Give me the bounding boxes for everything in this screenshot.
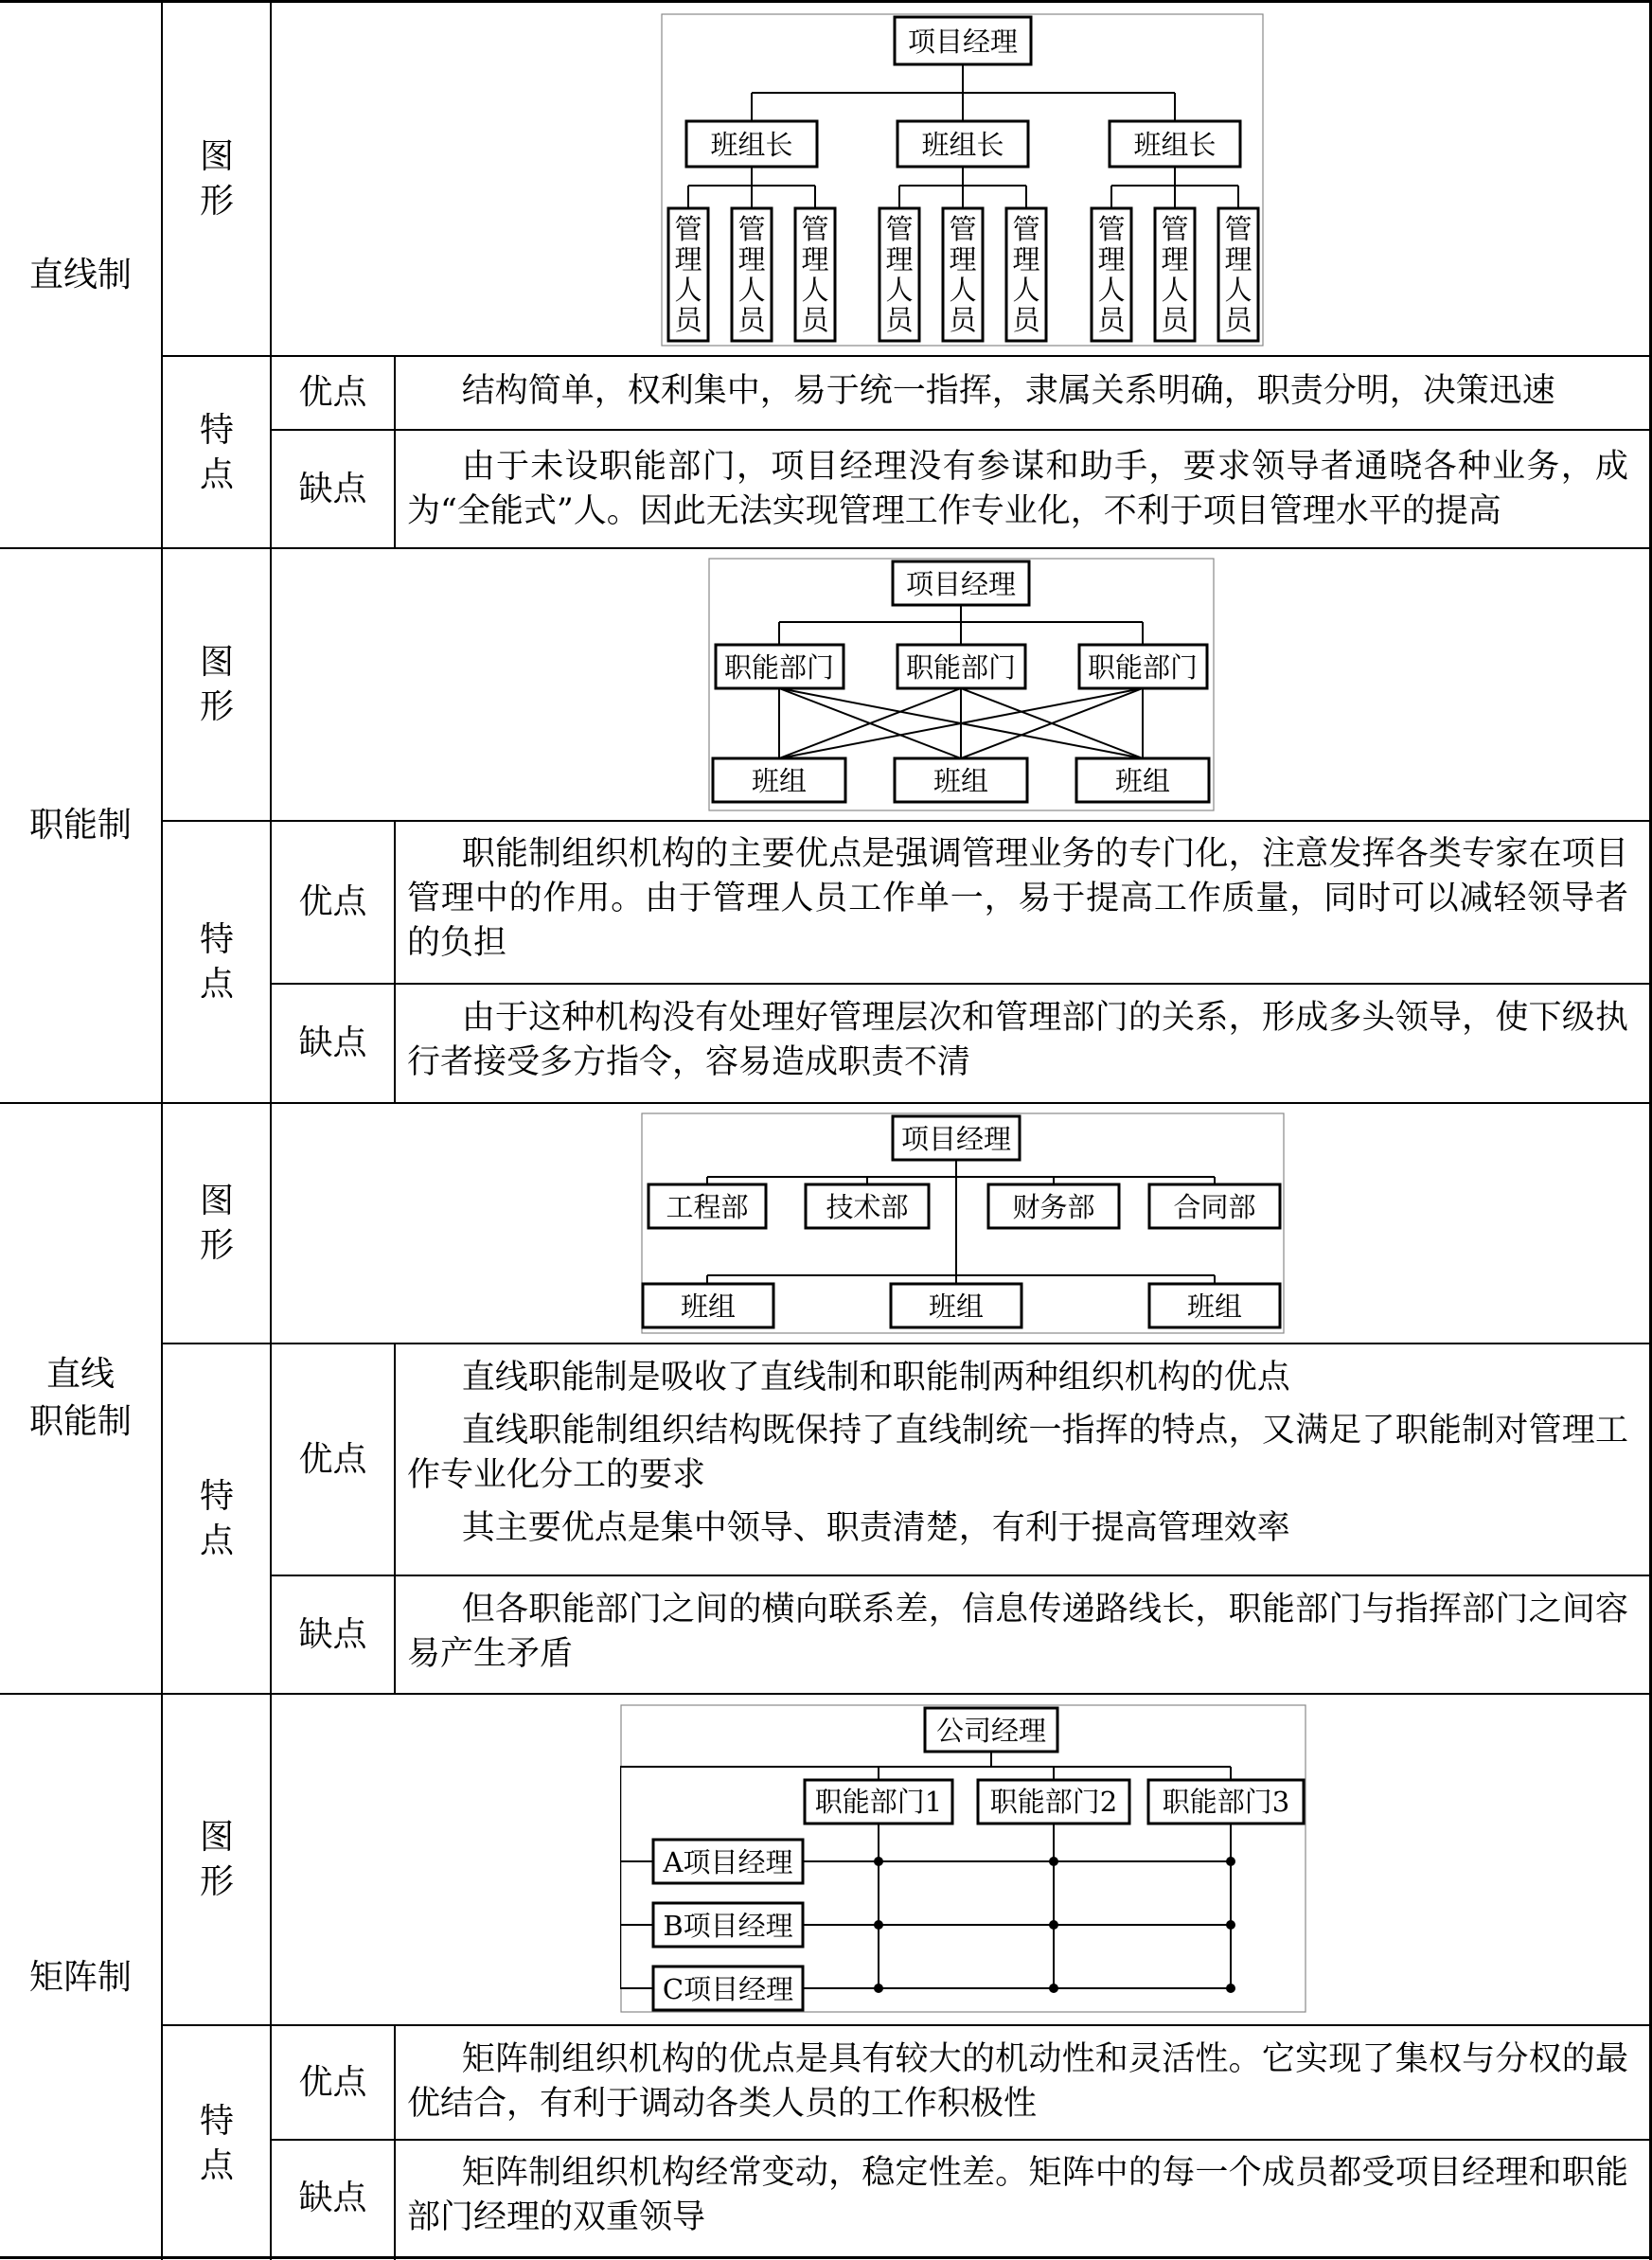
middle-box-label: 班组长 [921,129,1004,161]
cons-paragraph: 由于未设职能部门，项目经理没有参谋和助手，要求领导者通晓各种业务，成为“全能式”人。因此无法实现管理工作专业化，不利于项目管理水平的提高 [407,448,1628,530]
functional-structure-diagram [708,558,1215,811]
department-box-label: 合同部 [1173,1191,1256,1223]
pros-paragraph: 结构简单，权利集中，易于统一指挥，隶属关系明确，职责分明，决策迅速 [461,372,1555,410]
structure-name [0,1104,161,1693]
structure-name [0,3,161,547]
pros-text [407,2038,1628,2127]
figure-label [164,3,270,355]
department-box-label: 财务部 [1012,1191,1095,1223]
pros-label: 优点 [298,373,367,412]
top-box-label: 项目经理 [905,568,1017,600]
top-box-label: 项目经理 [900,1123,1012,1155]
column-divider-3 [394,355,396,547]
pros-text [407,369,1628,414]
figure-label-char: 图 [199,1182,234,1220]
feature-label-char: 点 [199,2145,234,2185]
feature-label [164,357,270,547]
feature-label-char: 特 [199,1477,234,1516]
structure-name-line: 矩阵制 [28,1957,132,1997]
leaf-box-label: 管理人员 [801,213,829,336]
figure-label-char: 图 [199,1818,234,1857]
middle-box-label: 职能部门 [1087,651,1199,684]
figure-label-char: 形 [199,1862,234,1901]
column-divider-1 [161,0,163,2260]
top-box-label: 公司经理 [935,1715,1047,1747]
figure-label-char: 形 [199,687,234,726]
pros-paragraph: 其主要优点是集中领导、职责清楚，有利于提高管理效率 [461,1509,1290,1547]
pros-text [407,1356,1628,1551]
leaf-box-label: 管理人员 [1224,213,1252,336]
cons-text [407,445,1628,534]
project-manager-label: B项目经理 [663,1910,793,1942]
feature-label-char: 特 [199,410,234,450]
cons-paragraph: 但各职能部门之间的横向联系差，信息传递路线长，职能部门与指挥部门之间容易产生矛盾 [407,1591,1628,1673]
feature-label-char: 点 [199,1521,234,1560]
cons-label: 缺点 [298,2179,367,2217]
feature-label-char: 特 [199,920,234,959]
top-box-label: 项目经理 [907,26,1019,58]
pros-label: 优点 [298,2062,367,2102]
leaf-box-label: 管理人员 [949,213,977,336]
feature-label [164,2026,270,2260]
pros-paragraph: 直线职能制组织结构既保持了直线制统一指挥的特点，又满足了职能制对管理工作专业化分工的要求 [407,1412,1628,1494]
leaf-box-label: 管理人员 [737,213,766,336]
pros-paragraph: 职能制组织机构的主要优点是强调管理业务的专门化，注意发挥各类专家在项目管理中的作用。由于管理人员工作单一，易于提高工作质量，同时可以减轻领导者的负担 [407,835,1628,962]
bottom-box-label: 班组 [1114,765,1171,797]
column-divider-3 [394,2024,396,2260]
middle-box-label: 职能部门 [723,651,835,684]
department-box-label: 职能部门3 [1162,1786,1290,1818]
figure-label-char: 形 [199,1226,234,1265]
pros-paragraph: 直线职能制是吸收了直线制和职能制两种组织机构的优点 [461,1359,1290,1397]
leaf-box-label: 管理人员 [1161,213,1189,336]
structure-name [0,549,161,1102]
department-box-label: 职能部门1 [814,1786,943,1818]
feature-label [164,1344,270,1693]
department-box-label: 技术部 [826,1191,909,1223]
row-separator [270,1575,1652,1576]
feature-label-char: 点 [199,454,234,494]
middle-box-label: 班组长 [710,129,793,161]
cons-label: 缺点 [298,1023,367,1062]
department-box-label: 职能部门2 [989,1786,1118,1818]
feature-label [164,822,270,1102]
figure-label-char: 形 [199,182,234,221]
figure-label-char: 图 [199,137,234,176]
cons-label: 缺点 [298,469,367,508]
structure-name-line: 直线 [45,1355,115,1394]
structure-name-line: 职能制 [28,806,132,845]
bottom-box-label: 班组 [933,765,989,797]
column-divider-3 [394,1343,396,1693]
pros-label: 优点 [298,882,367,921]
matrix-structure-diagram [620,1704,1306,2013]
structure-name-line: 职能制 [28,1402,132,1441]
leaf-box-label: 管理人员 [1012,213,1040,336]
cons-text [407,1588,1628,1677]
figure-label [164,1695,270,2024]
structure-name [0,1695,161,2260]
cons-label: 缺点 [298,1614,367,1654]
line-functional-structure-diagram [641,1112,1285,1334]
bottom-box-label: 班组 [751,765,808,797]
pros-text [407,832,1628,966]
feature-label-char: 点 [199,965,234,1004]
row-separator [270,983,1652,985]
line-structure-diagram [661,13,1264,347]
pros-paragraph: 矩阵制组织机构的优点是具有较大的机动性和灵活性。它实现了集权与分权的最优结合，有利于调动各类人员的工作积极性 [407,2040,1628,2123]
cons-text [407,2151,1628,2240]
bottom-box-label: 班组 [1186,1290,1243,1323]
feature-label-char: 特 [199,2101,234,2141]
figure-label-char: 图 [199,643,234,682]
cons-paragraph: 矩阵制组织机构经常变动，稳定性差。矩阵中的每一个成员都受项目经理和职能部门经理的双重领导 [407,2154,1628,2236]
row-separator [270,429,1652,431]
row-separator [270,2139,1652,2141]
department-box-label: 工程部 [666,1191,749,1223]
bottom-box-label: 班组 [680,1290,737,1323]
middle-box-label: 班组长 [1133,129,1217,161]
figure-label [164,549,270,820]
structure-name-line: 直线制 [28,255,132,294]
pros-label: 优点 [298,1439,367,1479]
leaf-box-label: 管理人员 [674,213,702,336]
bottom-box-label: 班组 [928,1290,985,1323]
column-divider-2 [270,0,272,2260]
column-divider-3 [394,820,396,1102]
cons-text [407,996,1628,1085]
leaf-box-label: 管理人员 [885,213,914,336]
middle-box-label: 职能部门 [905,651,1017,684]
leaf-box-label: 管理人员 [1097,213,1126,336]
figure-label [164,1104,270,1343]
project-manager-label: A项目经理 [663,1846,793,1878]
project-manager-label: C项目经理 [662,1973,794,2005]
cons-paragraph: 由于这种机构没有处理好管理层次和管理部门的关系，形成多头领导，使下级执行者接受多方指令，容易造成职责不清 [407,999,1628,1081]
